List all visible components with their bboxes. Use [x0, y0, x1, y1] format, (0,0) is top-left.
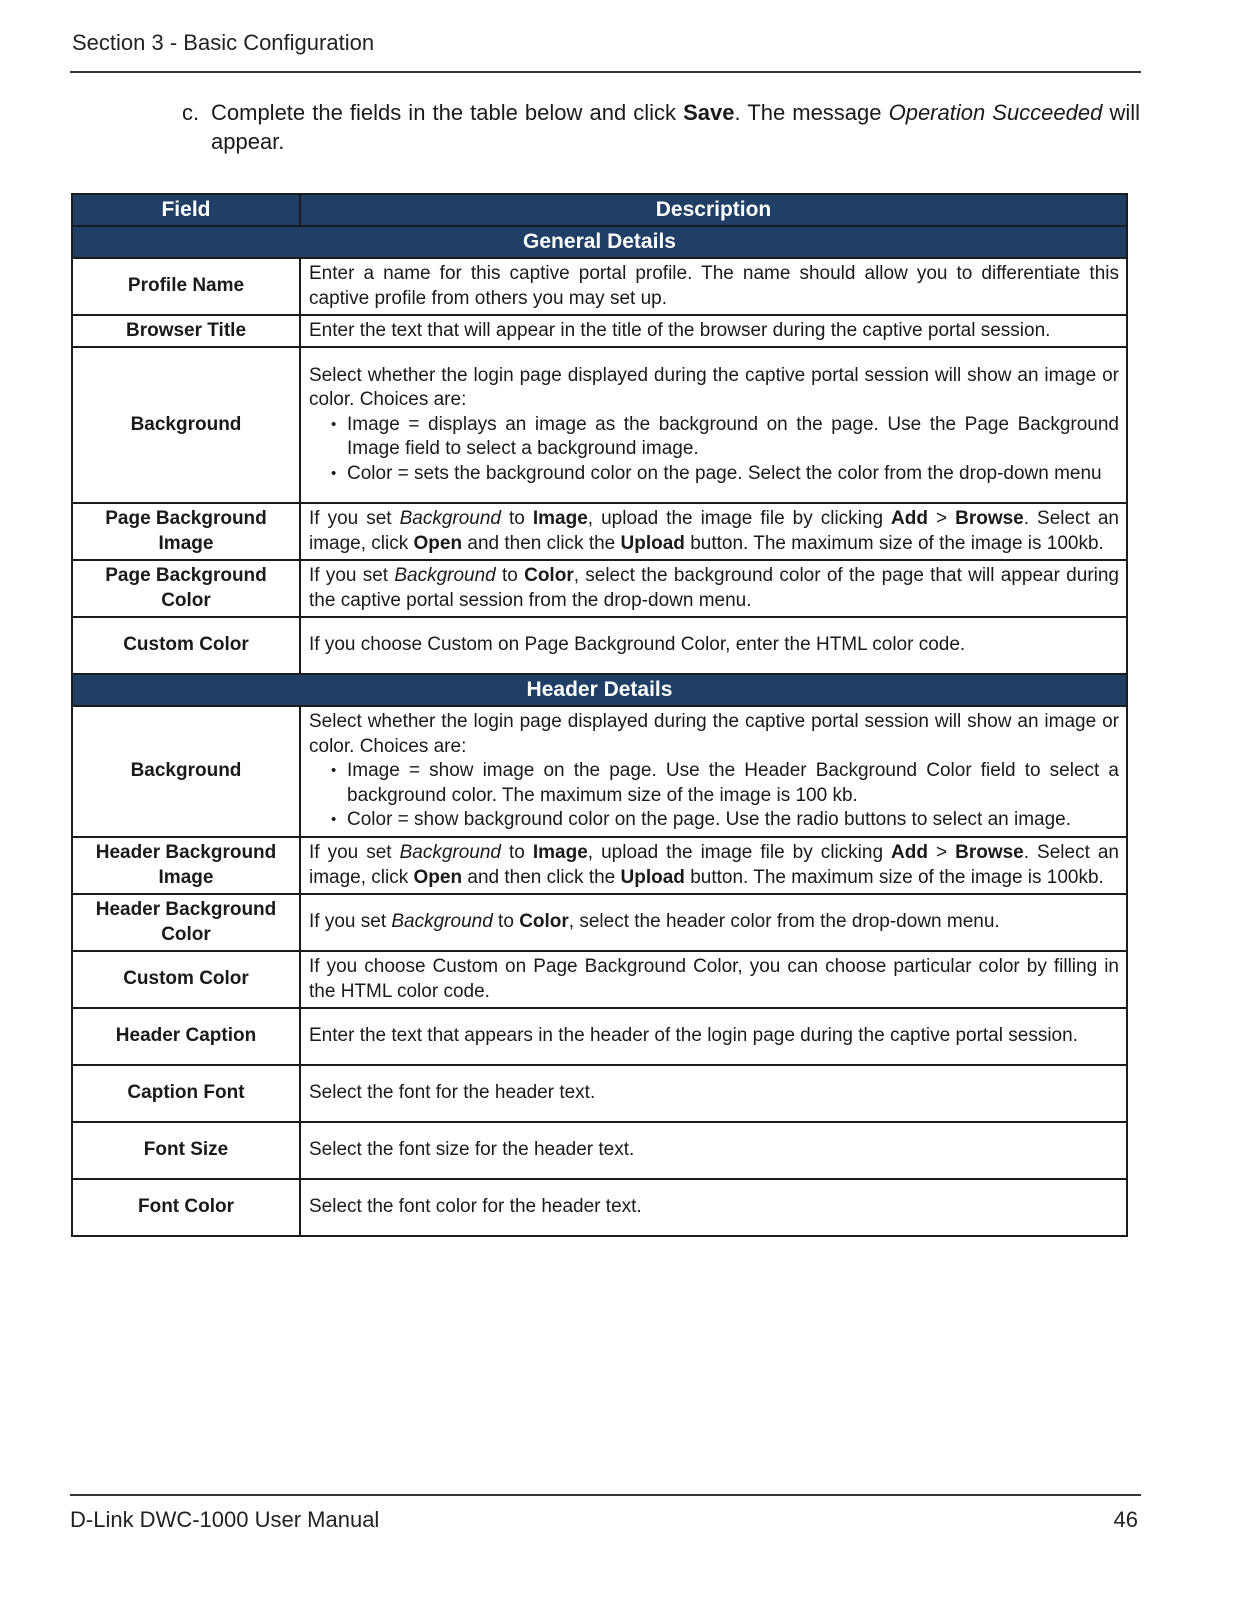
desc-text: , upload the image file by clicking [587, 508, 892, 529]
desc-bold: Add [891, 842, 928, 863]
list-item: • Color = show background color on the page. Use the radio buttons to select an image. [347, 808, 1119, 833]
desc-bold: Upload [620, 866, 685, 888]
table-row [72, 1065, 1127, 1122]
desc-text: and then click the [462, 532, 621, 554]
table-row [72, 1179, 1127, 1236]
table-row [72, 315, 1127, 347]
table-row [72, 560, 1127, 617]
desc-text: to [501, 508, 533, 529]
desc-text: If you set [309, 842, 400, 863]
general-details-heading: General Details [72, 226, 1127, 258]
desc-bold: Browse [955, 508, 1024, 529]
table-row [72, 347, 1127, 503]
description-column-header: Description [300, 194, 1127, 226]
table-row [72, 617, 1127, 674]
desc-text: to [495, 565, 525, 586]
desc-text: , select the background color of the page that will appear during the captive portal session from the drop-down menu. [309, 565, 1119, 611]
footer-divider [70, 1494, 1141, 1496]
field-description [300, 560, 1127, 617]
field-name: Profile Name [72, 258, 300, 315]
field-description [300, 706, 1127, 837]
page-number: 46 [1113, 1507, 1138, 1532]
desc-bold: Upload [620, 532, 685, 554]
desc-italic: Background [399, 508, 501, 529]
instruction-step [182, 98, 1140, 156]
desc-bold: Browse [955, 842, 1024, 863]
field-description: If you choose Custom on Page Background Color, you can choose particular color by filling in the HTML color code. [300, 951, 1127, 1008]
desc-text: > [927, 508, 956, 529]
desc-text: and then click the [462, 866, 621, 888]
field-name: Background [72, 706, 300, 837]
field-name: Browser Title [72, 315, 300, 347]
desc-text: > [927, 842, 956, 863]
field-description: Select the font for the header text. [300, 1065, 1127, 1122]
step-text-part: . The message [734, 100, 889, 125]
desc-bold: Color [519, 911, 569, 933]
field-description: Select the font color for the header text. [300, 1179, 1127, 1236]
description-intro: Select whether the login page displayed during the captive portal session will show an image or color. Choices are: [309, 364, 1119, 411]
desc-bold: Image [532, 842, 588, 863]
list-item: • Image = displays an image as the background on the page. Use the Page Background Image field to select a background image. [347, 413, 1119, 462]
field-description: Enter a name for this captive portal profile. The name should allow you to differentiate this captive profile from others you may set up. [300, 258, 1127, 315]
desc-italic: Background [394, 565, 496, 586]
field-name: Background [72, 347, 300, 503]
desc-italic: Background [391, 911, 493, 933]
field-name: Caption Font [72, 1065, 300, 1122]
section-row-general [72, 226, 1127, 258]
header-details-heading: Header Details [72, 674, 1127, 706]
table-row [72, 837, 1127, 894]
desc-bold: Image [532, 508, 588, 529]
field-name: Page Background Color [72, 560, 300, 617]
field-name: Font Color [72, 1179, 300, 1236]
step-text-part: will appear. [211, 100, 1140, 154]
desc-text: , upload the image file by clicking [587, 842, 892, 863]
save-keyword: Save [683, 100, 735, 125]
choices-list [309, 759, 1119, 833]
field-description: Select the font size for the header text. [300, 1122, 1127, 1179]
step-marker: c. [182, 100, 200, 125]
header-divider [70, 71, 1141, 73]
desc-italic: Background [399, 842, 501, 863]
field-name: Font Size [72, 1122, 300, 1179]
field-name: Custom Color [72, 951, 300, 1008]
table-row [72, 1008, 1127, 1065]
desc-text: If you set [309, 911, 392, 933]
table-row [72, 258, 1127, 315]
desc-text: . Select an image, click [309, 508, 1119, 554]
section-title: Section 3 - Basic Configuration [72, 30, 375, 55]
desc-bold: Color [524, 565, 574, 586]
desc-text: button. The maximum size of the image is 100kb. [684, 866, 1104, 888]
desc-bold: Add [891, 508, 928, 529]
field-name: Header Background Image [72, 837, 300, 894]
desc-text: If you set [309, 508, 400, 529]
desc-text: to [501, 842, 533, 863]
desc-text: If you set [309, 565, 395, 586]
desc-text: . Select an image, click [309, 842, 1119, 888]
table-header-row [72, 194, 1127, 226]
list-item: • Color = sets the background color on the page. Select the color from the drop-down menu [347, 462, 1119, 487]
desc-bold: Open [413, 866, 463, 888]
table-row [72, 951, 1127, 1008]
field-name: Page Background Image [72, 503, 300, 560]
desc-text: button. The maximum size of the image is 100kb. [684, 532, 1104, 554]
field-description [300, 837, 1127, 894]
field-description: Enter the text that will appear in the title of the browser during the captive portal session. [300, 315, 1127, 347]
manual-title: D-Link DWC-1000 User Manual [70, 1507, 380, 1532]
step-text-part: Complete the fields in the table below and click [211, 100, 684, 125]
field-description: Enter the text that appears in the header of the login page during the captive portal session. [300, 1008, 1127, 1065]
field-description [300, 503, 1127, 560]
desc-bold: Open [413, 532, 463, 554]
choices-list [309, 413, 1119, 487]
field-name: Custom Color [72, 617, 300, 674]
field-name: Header Caption [72, 1008, 300, 1065]
list-item: • Image = show image on the page. Use the Header Background Color field to select a background color. The maximum size of the image is 100 kb. [347, 759, 1119, 808]
table-row [72, 503, 1127, 560]
table-row [72, 894, 1127, 951]
field-column-header: Field [72, 194, 300, 226]
field-description: If you choose Custom on Page Background Color, enter the HTML color code. [300, 617, 1127, 674]
step-text [211, 98, 1140, 156]
field-description-table [71, 193, 1128, 1237]
table-row [72, 706, 1127, 837]
description-intro: Select whether the login page displayed during the captive portal session will show an image or color. Choices are: [309, 711, 1119, 757]
table-row [72, 1122, 1127, 1179]
desc-text: , select the header color from the drop-down menu. [568, 911, 1000, 933]
desc-text: to [492, 911, 520, 933]
section-row-header [72, 674, 1127, 706]
success-message: Operation Succeeded [888, 100, 1103, 125]
field-description [300, 894, 1127, 951]
field-name: Header Background Color [72, 894, 300, 951]
field-description [300, 347, 1127, 503]
